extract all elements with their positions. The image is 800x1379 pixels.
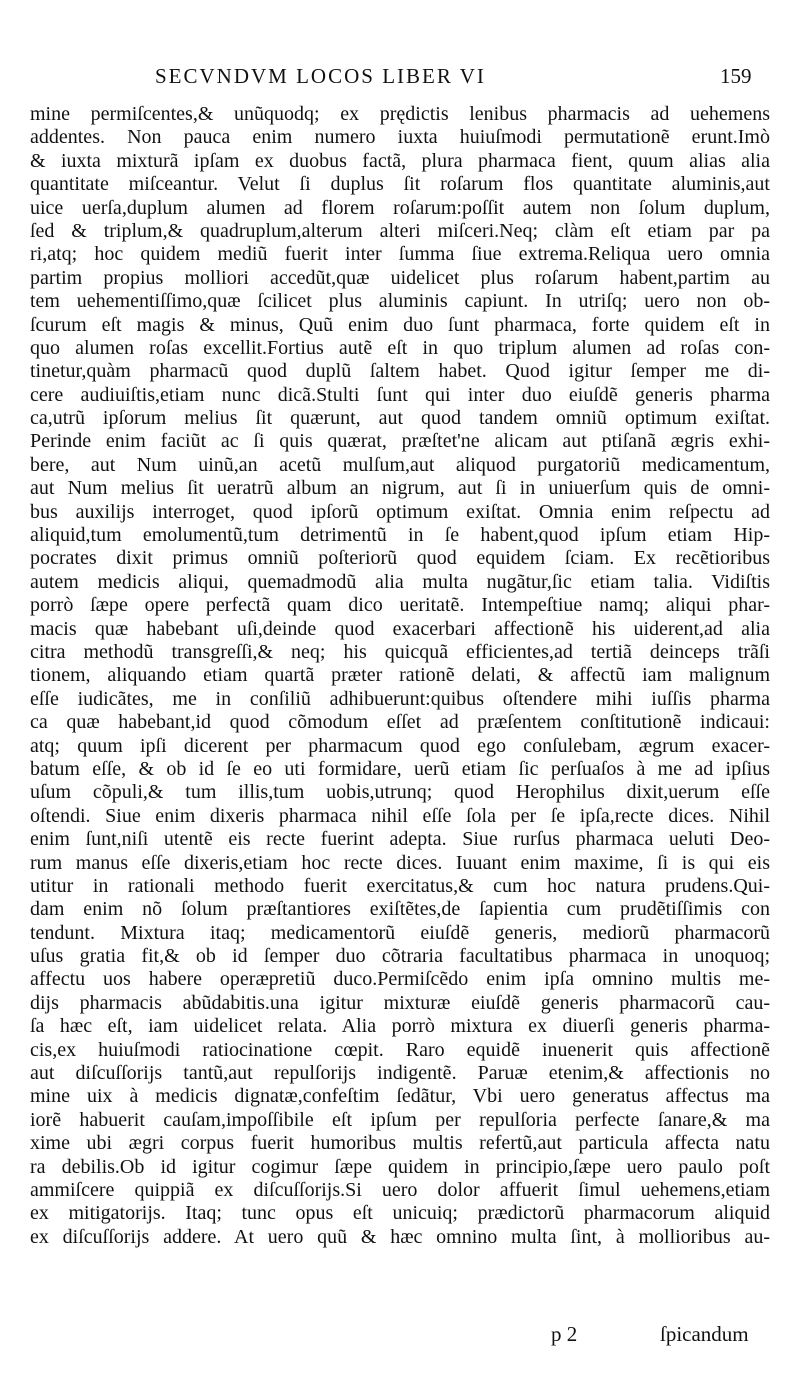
text-line: uice uerſa,duplum alumen ad florem roſarum:poſſit autem non ſolum duplum, — [30, 196, 770, 219]
text-line: ſed & triplum,& quadruplum,alterum alteri miſceri.Neq; clàm eſt etiam par pa — [30, 219, 770, 242]
text-line: quantitate miſceantur. Velut ſi duplus ſit roſarum flos quantitate aluminis,aut — [30, 173, 770, 196]
text-line: bere, aut Num uinũ,an acetũ mulſum,aut aliquod purgatoriũ medicamentum, — [30, 453, 770, 476]
text-line: tionem, aliquando etiam quartã præter rationẽ delati, & affectũ iam malignum — [30, 664, 770, 687]
text-line: porrò ſæpe opere perfectã quam dico ueritatẽ. Intempeſtiue namq; aliqui phar- — [30, 594, 770, 617]
text-line: ca quæ habebant,id quod cõmodum eſſet ad præſentem conſtitutionẽ indicaui: — [30, 711, 770, 734]
text-line: macis quæ habebant uſi,deinde quod exacerbari affectionẽ his uiderent,ad alia — [30, 617, 770, 640]
text-line: mine permiſcentes,& unũquodq; ex prędictis lenibus pharmacis ad uehemens — [30, 103, 770, 125]
catchword: ſpicandum — [660, 1322, 749, 1346]
text-line: iorẽ habuerit cauſam,impoſſibile eſt ipſum per repulſoria perfecte ſanare,& ma — [30, 1108, 770, 1131]
text-line: citra methodũ transgreſſi,& neq; his quicquã efficientes,ad tertiã deinceps trãſi — [30, 640, 770, 663]
text-line: ex mitigatorijs. Itaq; tunc opus eſt unicuiq; prædictorũ pharmacorum aliquid — [30, 1202, 770, 1225]
signature-mark: p 2 — [551, 1322, 578, 1346]
text-line: affectu uos habere operæpretiũ duco.Permiſcẽdo enim ipſa omnino multis me- — [30, 968, 770, 991]
text-line: pocrates dixit primus omniũ poſteriorũ quod equidem ſciam. Ex recẽtioribus — [30, 547, 770, 570]
text-line: uſum cõpuli,& tum illis,tum uobis,utrunq; quod Herophilus dixit,uerum eſſe — [30, 781, 770, 804]
text-line: & iuxta mixturã ipſam ex duobus factã, plura pharmaca fient, quum alias alia — [30, 149, 770, 172]
text-line: bus auxilijs interroget, quod ipſorũ optimum exiſtat. Omnia enim reſpectu ad — [30, 500, 770, 523]
text-line: tendunt. Mixtura itaq; medicamentorũ eiuſdẽ generis, mediorũ pharmacorũ — [30, 921, 770, 944]
text-line: cis,ex huiuſmodi ratiocinatione cœpit. Raro equidẽ inuenerit quis affectionẽ — [30, 1038, 770, 1061]
text-line: partim propius molliori accedũt,quæ uidelicet plus roſarum habent,partim au — [30, 266, 770, 289]
text-line: ca,utrũ ipſorum melius ſit quærunt, aut quod tandem omniũ optimum exiſtat. — [30, 407, 770, 430]
text-line: quo alumen roſas excellit.Fortius autẽ eſt in quo triplum alumen ad roſas con- — [30, 336, 770, 359]
text-line: aut Num melius ſit ueratrũ album an nigrum, aut ſi in uniuerſum quis de omni- — [30, 477, 770, 500]
text-line: tinetur,quàm pharmacũ quod duplũ ſaltem habet. Quod igitur ſemper me di- — [30, 360, 770, 383]
text-line: batum eſſe, & ob id ſe eo uti formidare, uerũ etiam ſic perſuaſos à me ad ipſius — [30, 757, 770, 780]
text-line: ſcurum eſt magis & minus, Quũ enim duo ſunt pharmaca, forte quidem eſt in — [30, 313, 770, 336]
text-line: eſſe iudicãtes, me in conſiliũ adhibuerunt:quibus oſtendere mihi iuſſis pharma — [30, 687, 770, 710]
text-line: ſa hæc eſt, iam uidelicet relata. Alia porrò mixtura ex diuerſi generis pharma- — [30, 1015, 770, 1038]
text-line: rum manus eſſe dixeris,etiam hoc recte dices. Iuuant enim maxime, ſi is qui eis — [30, 851, 770, 874]
text-line: xime ubi ægri corpus fuerit humoribus multis refertũ,aut particula affecta natu — [30, 1132, 770, 1155]
text-line: aut diſcuſſorijs tantũ,aut repulſorijs indigentẽ. Paruæ etenim,& affectionis no — [30, 1062, 770, 1085]
text-line: utitur in rationali methodo fuerit exercitatus,& cum hoc natura prudens.Qui- — [30, 874, 770, 897]
running-head: SECVNDVM LOCOS LIBER VI — [155, 64, 486, 88]
text-line: uſus gratia fit,& ob id ſemper duo cõtraria facultatibus pharmaca in unoquoq; — [30, 945, 770, 968]
text-line: atq; quum ipſi dicerent per pharmacum quod ego conſulebam, ægrum exacer- — [30, 734, 770, 757]
body-text — [30, 103, 770, 1249]
text-line: dijs pharmacis abũdabitis.una igitur mixturæ eiuſdẽ generis pharmacorũ cau- — [30, 991, 770, 1014]
text-line: cere audiuiſtis,etiam nunc dicã.Stulti ſunt qui inter duo eiuſdẽ generis pharma — [30, 383, 770, 406]
text-line: Perinde enim faciũt ac ſi quis quærat, præſtet'ne alicam aut ptiſanã ægris exhi- — [30, 430, 770, 453]
page-number: 159 — [720, 64, 752, 88]
text-line: dam enim nõ ſolum præſtantiores exiſtẽtes,de ſapientia cum prudẽtiſſimis con — [30, 898, 770, 921]
text-line: mine uix à medicis dignatæ,confeſtim ſedãtur, Vbi uero generatus affectus ma — [30, 1085, 770, 1108]
text-line: ex diſcuſſorijs addere. At uero quũ & hæc omnino multa ſint, à mollioribus au- — [30, 1225, 770, 1248]
text-line: ri,atq; hoc quidem mediũ fuerit inter ſumma ſiue extrema.Reliqua uero omnia — [30, 243, 770, 266]
text-line: enim ſunt,niſi utentẽ eis recte fuerint adepta. Siue rurſus pharmaca ueluti Deo- — [30, 828, 770, 851]
page-footer — [0, 1322, 800, 1352]
text-line: tem uehementiſſimo,quæ ſcilicet plus aluminis capiunt. In utriſq; uero non ob- — [30, 290, 770, 313]
text-line: ammiſcere quippiã ex diſcuſſorijs.Si uero dolor affuerit ſimul uehemens,etiam — [30, 1178, 770, 1201]
text-line: autem medicis aliqui, quemadmodũ alia multa nugãtur,ſic etiam talia. Vidiſtis — [30, 570, 770, 593]
text-line: ra debilis.Ob id igitur cogimur ſæpe quidem in principio,ſæpe uero paulo poſt — [30, 1155, 770, 1178]
text-line: aliquid,tum emolumentũ,tum detrimentũ in ſe habent,quod ipſum etiam Hip- — [30, 524, 770, 547]
text-line: addentes. Non pauca enim numero iuxta huiuſmodi permutationẽ erunt.Imò — [30, 126, 770, 149]
text-line: oſtendi. Siue enim dixeris pharmaca nihil eſſe ſola per ſe ipſa,recte dices. Nihil — [30, 804, 770, 827]
